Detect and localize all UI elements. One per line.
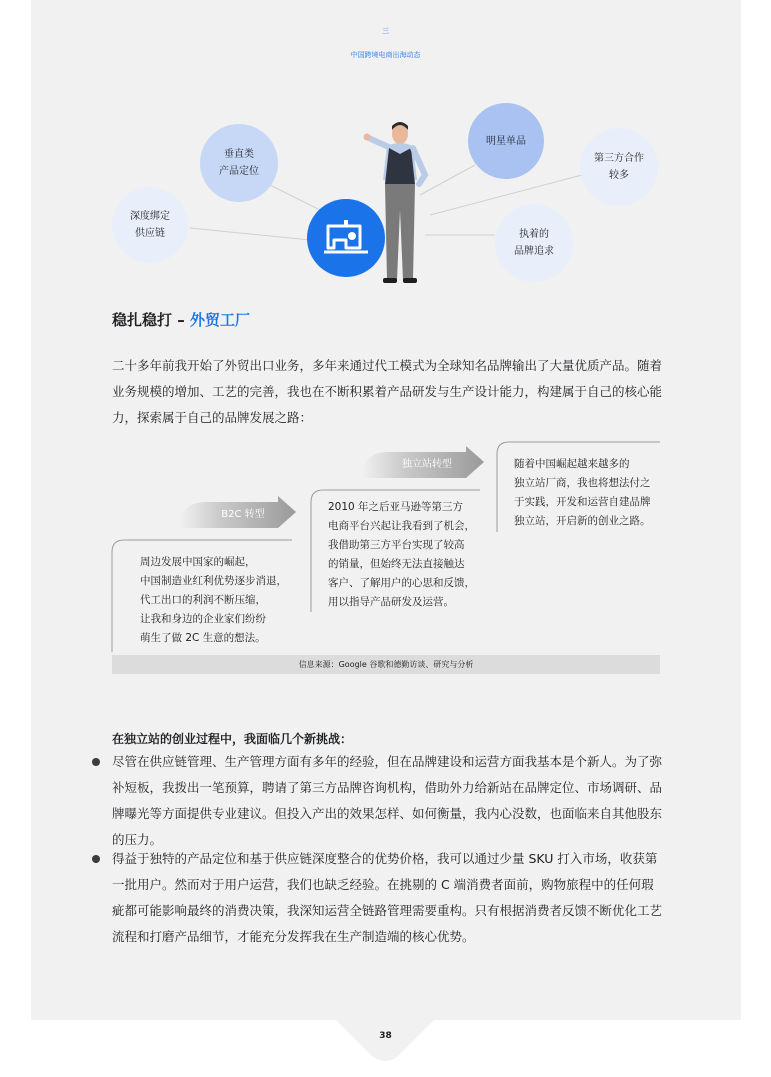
challenge-item-1: 尽管在供应链管理、生产管理方面有多年的经验，但在品牌建设和运营方面我基本是个新人。为了弥补短板，我拨出一笔预算，聘请了第三方品牌咨询机构，借助外力给新站在品牌定位、市场调研、品牌曝光等方面提供专业建议。但投入产出的效果怎样、如何衡量，我内心没数，也面临来自其他股东的压力。	[112, 754, 663, 847]
flow-step-2-text: 2010 年之后亚马逊等第三方 电商平台兴起让我看到了机会， 我借助第三方平台实现了较高 的销量，但始终无法直接触达 客户、了解用户的心思和反馈， 用以指导产品研发及运营。	[328, 501, 475, 608]
section-title-prefix: 稳扎稳打 –	[112, 311, 190, 329]
flow-step-3-text: 随着中国崛起越来越多的 独立站厂商，我也将想法付之 于实践，开发和运营自建品牌 独立站，开启新的创业之路。	[514, 458, 651, 527]
bubble-brand-pursuit: 执着的 品牌追求	[495, 204, 573, 282]
bubble-third-party: 第三方合作 较多	[580, 128, 658, 206]
challenges-title: 在独立站的创业过程中，我面临几个新挑战：	[112, 732, 353, 746]
source-note: 信息来源：Google 谷歌和德勤访谈、研究与分析	[112, 655, 660, 674]
page-number: 38	[379, 1031, 392, 1041]
arrow-b2c-label: B2C 转型	[221, 509, 265, 520]
bubble-vertical-positioning: 垂直类 产品定位	[200, 124, 278, 202]
arrow-independent-site-label: 独立站转型	[402, 459, 452, 470]
bullet-dot-icon	[92, 758, 100, 766]
chapter-number: 三	[382, 27, 389, 35]
bubble-supply-chain: 深度绑定 供应链	[112, 187, 188, 263]
flow-step-1-text: 周边发展中国家的崛起， 中国制造业红利优势逐步消退， 代工出口的利润不断压缩， 让我和身边的企业家们纷纷 萌生了做 2C 生意的想法。	[140, 556, 287, 644]
section-title-accent: 外贸工厂	[189, 311, 250, 329]
challenge-item-2: 得益于独特的产品定位和基于供应链深度整合的优势价格，我可以通过少量 SKU 打入市场，收获第一批用户。然而对于用户运营，我们也缺乏经验。在挑剔的 C 端消费者面前，购物旅程中的任何瑕疵都可能影响最终的消费决策，我深知运营全链路管理需要重构。只有根据消费者反馈不断优化工艺流程和打磨产品细节，才能充分发挥我在生产制造端的核心优势。	[112, 851, 663, 944]
chapter-title: 中国跨境电商出海动态	[350, 51, 421, 59]
bubble-star-product: 明星单品	[468, 103, 544, 179]
bullet-dot-icon	[92, 855, 100, 863]
intro-paragraph: 二十多年前我开始了外贸出口业务，多年来通过代工模式为全球知名品牌输出了大量优质产品。随着业务规模的增加、工艺的完善，我也在不断积累着产品研发与生产设计能力，构建属于自己的核心能力，探索属于自己的品牌发展之路：	[112, 358, 663, 425]
